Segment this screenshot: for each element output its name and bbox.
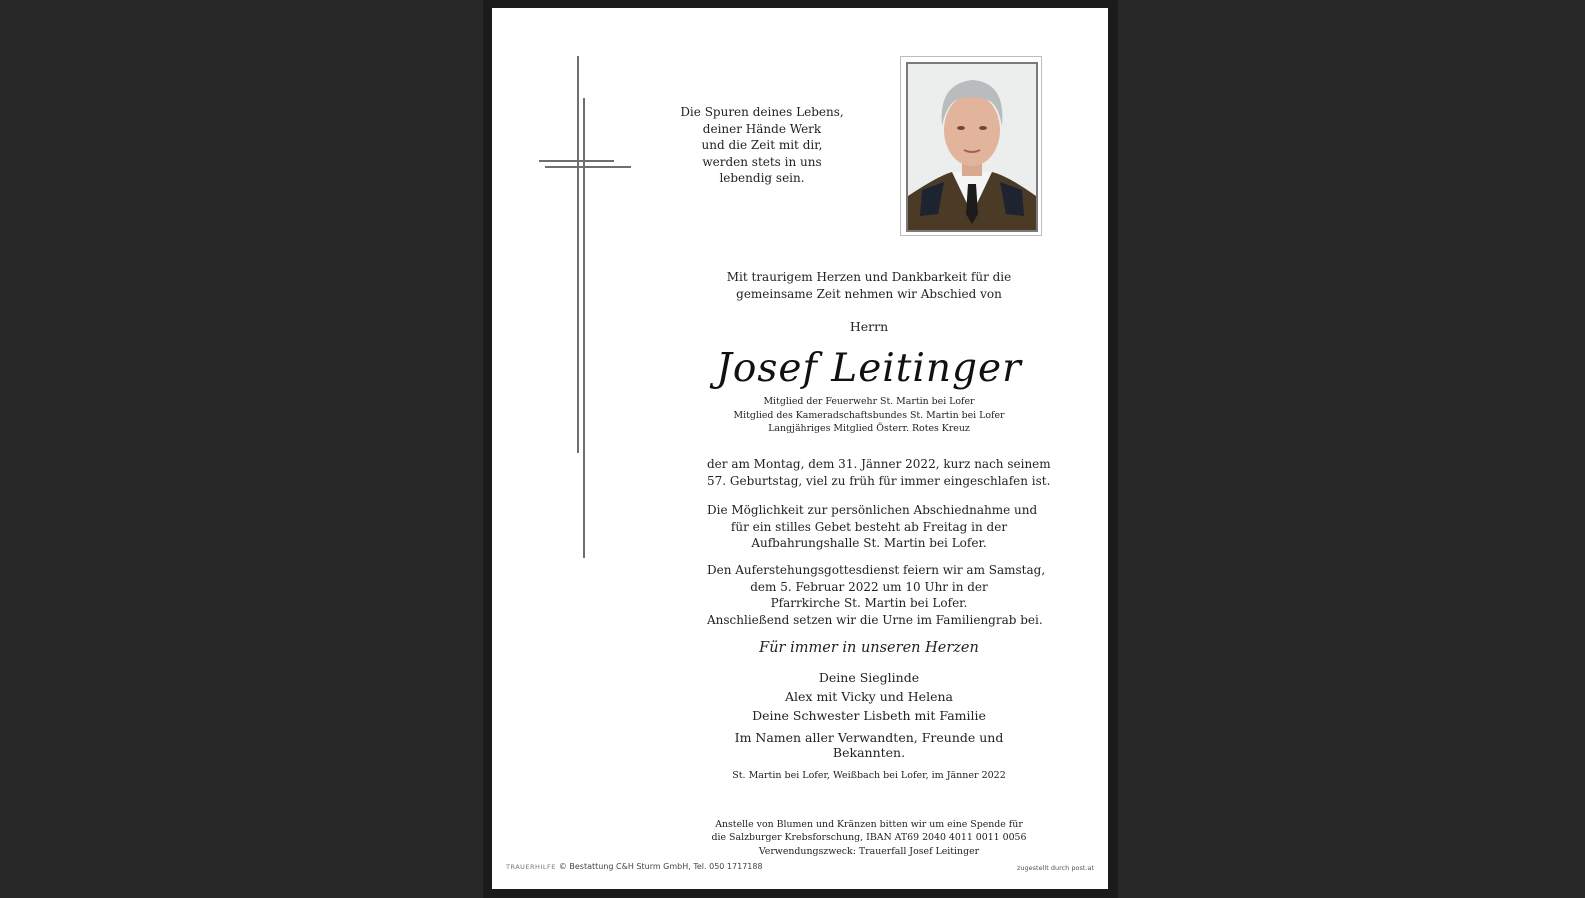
farewell-notice-line: für ein stilles Gebet besteht ab Freitag in der (730, 519, 1008, 534)
farewell-notice-line: Aufbahrungshalle St. Martin bei Lofer. (751, 536, 987, 551)
service-notice-line: Den Auferstehungsgottesdienst feiern wir am Samstag, (707, 563, 1046, 577)
footer-delivered-by: zugestellt durch post.at (1017, 864, 1094, 872)
mourners (707, 668, 1031, 725)
service-notice (707, 562, 1046, 629)
donation-line: die Salzburger Krebsforschung, IBAN AT69 2040 4011 0011 0056 (711, 832, 1027, 844)
farewell-notice (707, 502, 1038, 552)
donation-line: Verwendungszweck: Trauerfall Josef Leitinger (758, 845, 980, 857)
salutation: Herrn (849, 319, 889, 334)
service-notice-line: Anschließend setzen wir die Urne im Familiengrab bei. (707, 613, 1043, 628)
portrait-photo (906, 62, 1038, 232)
deceased-name: Josef Leitinger (716, 346, 1022, 391)
motto: Für immer in unseren Herzen (759, 640, 979, 656)
cross-vertical-line (577, 56, 579, 453)
relatives-line: Im Namen aller Verwandten, Freunde und Bekannten. (734, 730, 1004, 760)
service-notice-line: dem 5. Februar 2022 um 10 Uhr in der (750, 579, 988, 594)
portrait-frame (900, 56, 1042, 236)
death-notice-line: 57. Geburtstag, viel zu früh für immer eingeschlafen ist. (707, 473, 1051, 488)
donation-notice (707, 818, 1031, 858)
service-notice-line: Pfarrkirche St. Martin bei Lofer. (770, 596, 968, 611)
poem (667, 104, 857, 187)
mourner-line: Deine Sieglinde (818, 670, 920, 685)
cross-horizontal-line-2 (545, 166, 631, 168)
poem-line: Die Spuren deines Lebens, (680, 105, 844, 119)
footer-undertaker (506, 862, 763, 871)
undertaker-info: © Bestattung C&H Sturm GmbH, Tel. 050 1717188 (558, 862, 763, 871)
cross-horizontal-line (539, 160, 614, 162)
death-notice (707, 456, 1051, 489)
membership-line: Mitglied des Kameradschaftsbundes St. Martin bei Lofer (733, 409, 1005, 421)
intro-line: gemeinsame Zeit nehmen wir Abschied von (736, 287, 1002, 301)
farewell-notice-line: Die Möglichkeit zur persönlichen Abschiednahme und (707, 503, 1038, 517)
membership-line: Mitglied der Feuerwehr St. Martin bei Lofer (763, 396, 975, 407)
donation-line: Anstelle von Blumen und Kränzen bitten wir um eine Spende für (715, 819, 1023, 830)
place-date: St. Martin bei Lofer, Weißbach bei Lofer, im Jänner 2022 (732, 770, 1006, 781)
membership-line: Langjähriges Mitglied Österr. Rotes Kreuz (768, 423, 970, 434)
obituary-page (492, 8, 1108, 889)
mourner-line: Alex mit Vicky und Helena (785, 689, 953, 704)
poem-line: und die Zeit mit dir, (701, 138, 823, 152)
trauerhilfe-logo: TRAUERHILFE (506, 863, 556, 871)
mourner-line: Deine Schwester Lisbeth mit Familie (752, 708, 986, 723)
poem-line: lebendig sein. (719, 171, 805, 185)
poem-line: deiner Hände Werk (702, 121, 822, 136)
intro-text (707, 269, 1031, 303)
poem-line: werden stets in uns (702, 154, 822, 169)
memberships (707, 395, 1031, 436)
intro-line: Mit traurigem Herzen und Dankbarkeit für die (726, 270, 1012, 284)
death-notice-line: der am Montag, dem 31. Jänner 2022, kurz nach seinem (707, 457, 1051, 471)
